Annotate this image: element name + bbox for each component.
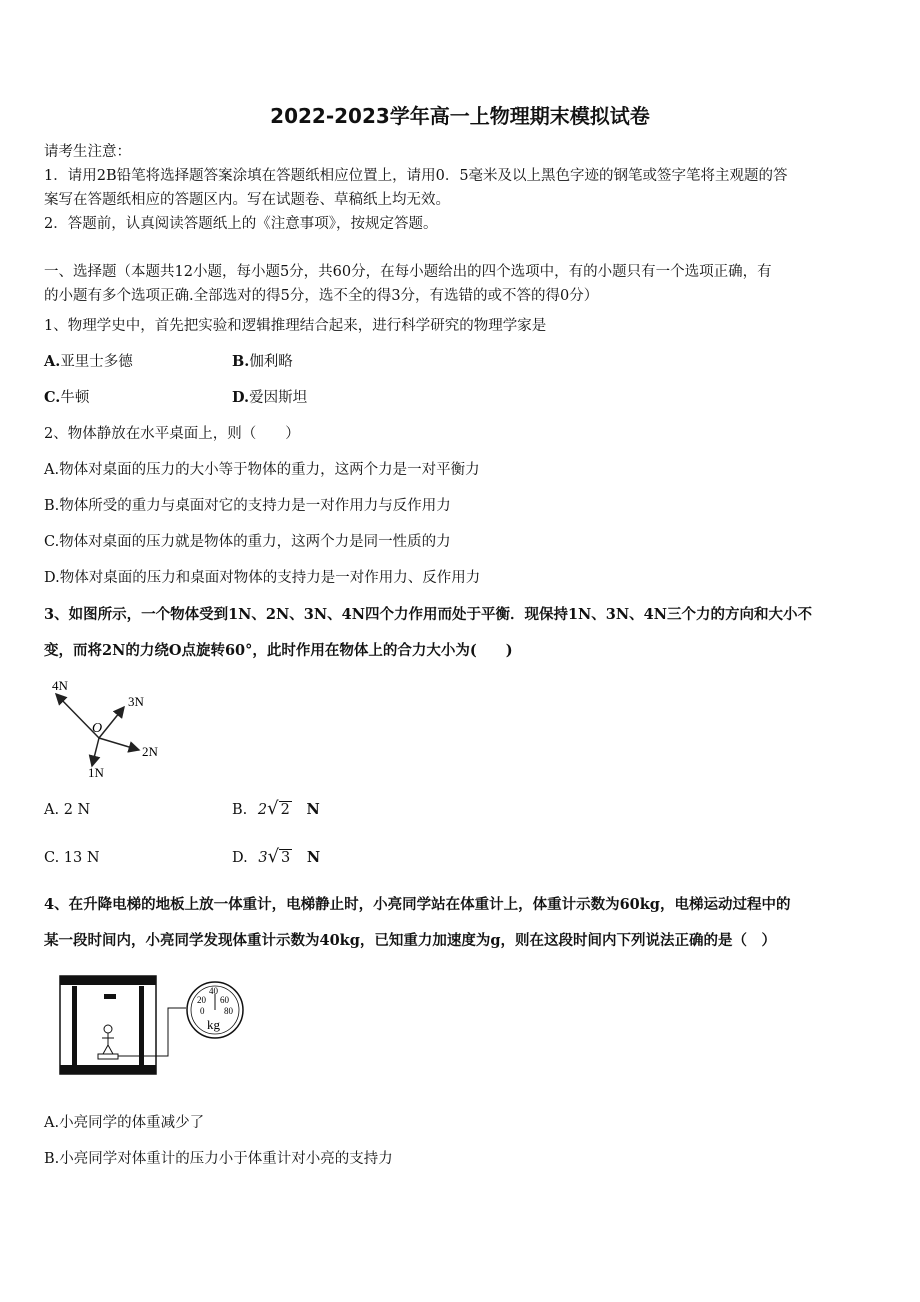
force-1n-arrow: [92, 738, 99, 766]
q1-option-a: [44, 350, 133, 371]
notice-item-1-line-1: 1．请用2B铅笔将选择题答案涂填在答题纸相应位置上，请用0．5毫米及以上黑色字迹的钢笔或签字笔将主观题的答: [44, 168, 788, 184]
elevator-floor: [60, 1065, 156, 1074]
q1-option-c-text: 牛顿: [60, 390, 90, 406]
force-2n-arrow: [99, 738, 139, 750]
elevator-right-rail: [139, 986, 144, 1065]
q3-option-a: A. 2 N: [44, 802, 91, 818]
q3-option-b-unit: N: [306, 801, 320, 818]
q3-option-b-prefix: B.: [232, 802, 248, 818]
q2-option-d: D.物体对桌面的压力和桌面对物体的支持力是一对作用力、反作用力: [44, 570, 481, 586]
q1-option-d-text: 爱因斯坦: [249, 390, 308, 406]
q3-option-d: [232, 846, 320, 867]
notice-heading: 请考生注意：: [44, 144, 131, 160]
q2-stem: 2、物体静放在水平桌面上，则（ ）: [44, 426, 300, 442]
origin-o-label: O: [92, 721, 103, 736]
dial-label-40: 40: [209, 986, 218, 996]
q1-option-d: [232, 386, 307, 407]
q2-option-b: B.物体所受的重力与桌面对它的支持力是一对作用力与反作用力: [44, 498, 451, 514]
q3-stem-line-1: 3、如图所示，一个物体受到1N、2N、3N、4N四个力作用而处于平衡．现保持1N、3N、4N三个力的方向和大小不: [44, 606, 812, 623]
dial-label-0: 0: [200, 1006, 205, 1016]
q4-elevator-diagram: [58, 972, 258, 1080]
q3-option-d-radicand: 3: [281, 850, 291, 866]
q1-option-c: [44, 386, 89, 407]
q2-option-a: A.物体对桌面的压力的大小等于物体的重力，这两个力是一对平衡力: [44, 462, 480, 478]
q1-option-a-letter: A.: [44, 353, 61, 370]
q4-option-b: B.小亮同学对体重计的压力小于体重计对小亮的支持力: [44, 1151, 393, 1167]
force-4n-label: 4N: [52, 678, 68, 693]
q3-option-d-prefix: D.: [232, 850, 248, 866]
q2-option-c: C.物体对桌面的压力就是物体的重力，这两个力是同一性质的力: [44, 534, 451, 550]
q1-option-b: [232, 350, 293, 371]
sqrt-icon: √: [267, 798, 279, 819]
q1-stem: 1、物理学史中，首先把实验和逻辑推理结合起来，进行科学研究的物理学家是: [44, 318, 547, 334]
q3-option-b: [232, 798, 320, 819]
q1-option-c-letter: C.: [44, 389, 61, 406]
q1-option-b-text: 伽利略: [249, 354, 293, 370]
force-1n-label: 1N: [88, 765, 104, 780]
notice-item-1-line-2: 案写在答题纸相应的答题区内。写在试题卷、草稿纸上均无效。: [44, 192, 450, 208]
scale-platform: [98, 1054, 118, 1059]
q3-option-c: C. 13 N: [44, 850, 100, 866]
q3-option-b-coefficient: 2: [257, 802, 268, 818]
dial-unit-kg: kg: [207, 1017, 220, 1032]
q3-option-b-radicand: 2: [280, 802, 290, 818]
q1-option-b-letter: B.: [232, 353, 250, 370]
section-instructions-line-2: 的小题有多个选项正确.全部选对的得5分，选不全的得3分，有选错的或不答的得0分）: [44, 288, 599, 304]
page-title: 2022-2023学年高一上物理期末模拟试卷: [270, 104, 650, 128]
elevator-light: [104, 994, 116, 999]
section-instructions-line-1: 一、选择题（本题共12小题，每小题5分，共60分，在每小题给出的四个选项中，有的小题只有一个选项正确，有: [44, 264, 772, 280]
dial-label-80: 80: [224, 1006, 233, 1016]
force-3n-label: 3N: [128, 694, 144, 709]
force-2n-label: 2N: [142, 744, 158, 759]
elevator-left-rail: [72, 986, 77, 1065]
q3-force-diagram: [44, 672, 174, 784]
q4-stem-line-2: 某一段时间内，小亮同学发现体重计示数为40kg，已知重力加速度为g，则在这段时间内下列说法正确的是（ ）: [44, 932, 776, 949]
q3-option-d-unit: N: [306, 849, 321, 866]
sqrt-icon: √: [267, 846, 280, 867]
q4-option-a: A.小亮同学的体重减少了: [44, 1115, 205, 1131]
q1-option-d-letter: D.: [232, 389, 250, 406]
force-3n-arrow: [99, 707, 124, 738]
q4-stem-line-1: 4、在升降电梯的地板上放一体重计，电梯静止时，小亮同学站在体重计上，体重计示数为60kg，电梯运动过程中的: [44, 896, 791, 913]
dial-label-60: 60: [220, 995, 229, 1005]
dial-label-20: 20: [197, 995, 206, 1005]
q1-option-a-text: 亚里士多德: [60, 354, 133, 370]
notice-item-2: 2．答题前，认真阅读答题纸上的《注意事项》，按规定答题。: [44, 216, 438, 232]
q3-option-d-coefficient: 3: [258, 850, 268, 866]
q3-stem-line-2: 变，而将2N的力绕O点旋转60°，此时作用在物体上的合力大小为( ): [44, 642, 513, 659]
elevator-ceiling: [60, 976, 156, 985]
